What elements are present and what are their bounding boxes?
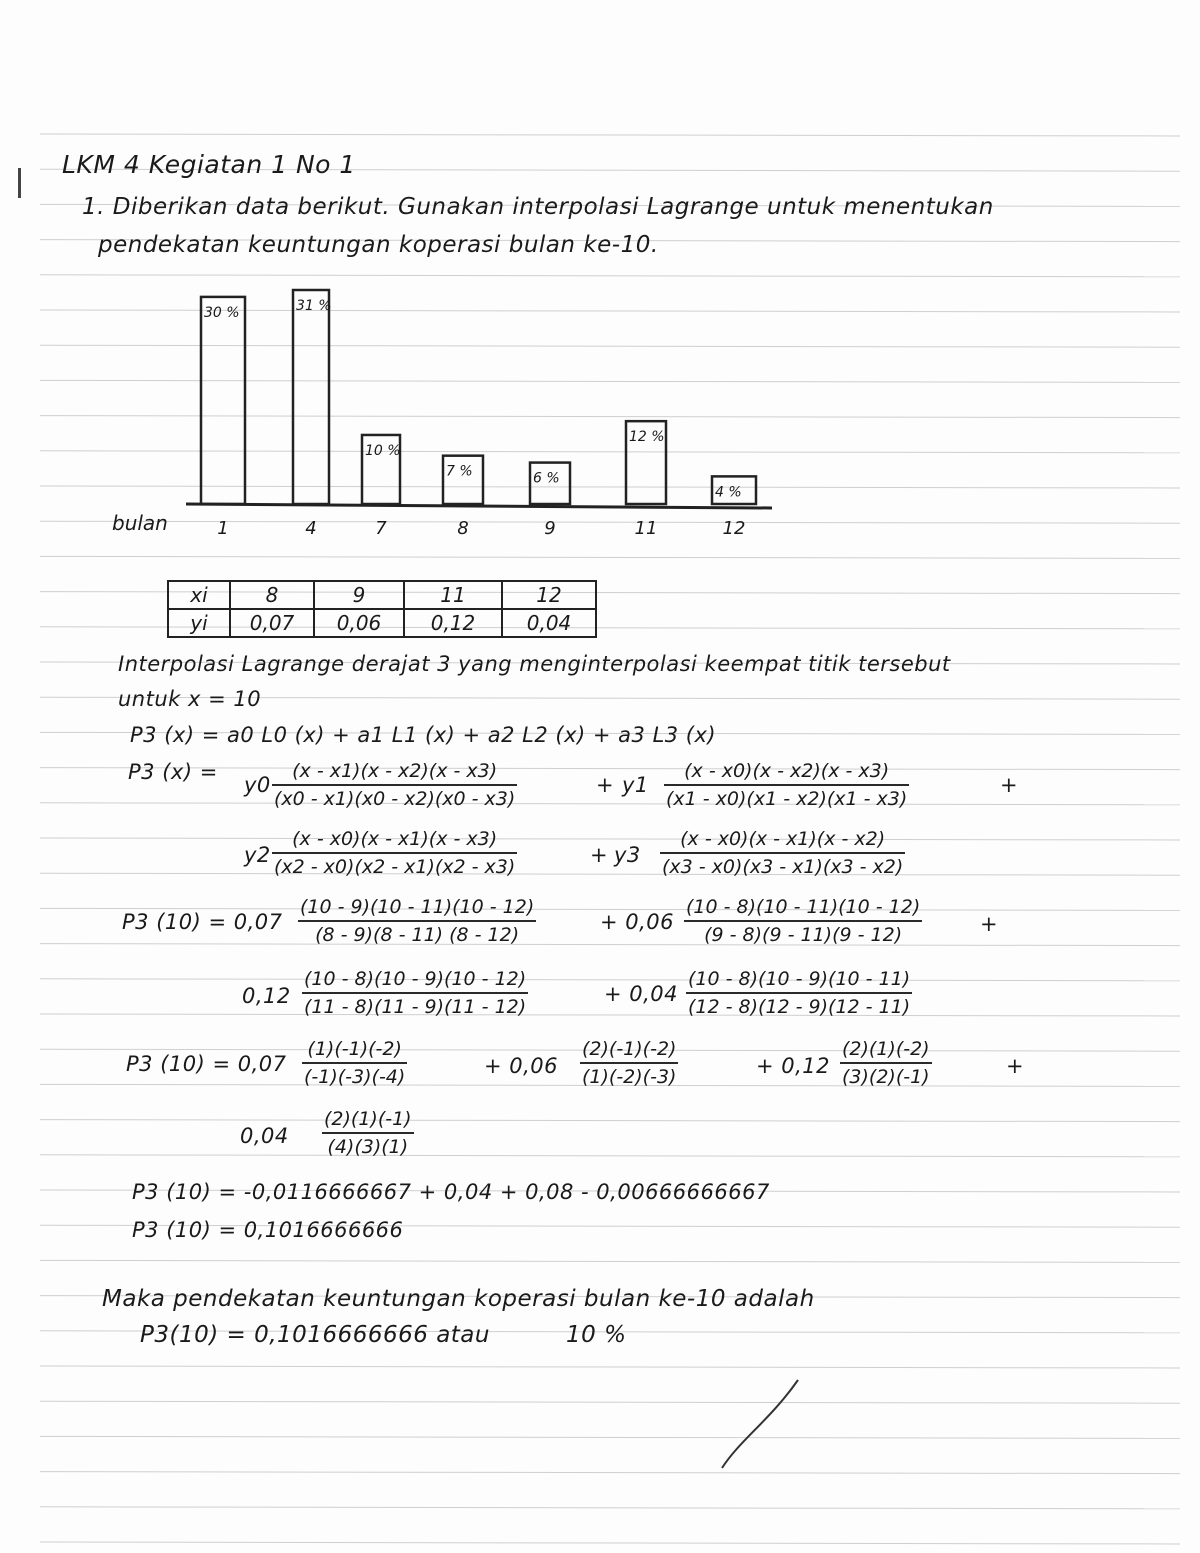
row-label-xi: xi [168, 581, 230, 609]
lagrange-general-form: P3 (x) = a0 L0 (x) + a1 L1 (x) + a2 L2 (x) + a3 L3 (x) [130, 723, 717, 747]
bar-value-label: 31 % [296, 298, 332, 314]
x-tick-label: 4 [305, 518, 317, 539]
coef-0-04: 0,04 [240, 1124, 289, 1148]
table-cell: 11 [404, 581, 502, 609]
fraction-denominator: (-1)(-3)(-4) [304, 1066, 406, 1088]
fraction-numerator: (10 - 8)(10 - 9)(10 - 12) [302, 968, 528, 994]
decimal-sum: P3 (10) = -0,0116666667 + 0,04 + 0,08 - 0,00666666667 [132, 1180, 770, 1204]
x-tick-label: 1 [217, 518, 229, 539]
plus-sign: + [1006, 1054, 1025, 1078]
bar-value-label: 30 % [204, 304, 240, 321]
table-cell: 0,04 [502, 609, 596, 637]
fraction-denominator: (x0 - x1)(x0 - x2)(x0 - x3) [274, 788, 516, 810]
table-cell: 8 [230, 581, 314, 609]
coef-0-12: 0,12 [242, 984, 291, 1008]
plus-sign: + [590, 843, 609, 867]
fraction-denominator: (x1 - x0)(x1 - x2)(x1 - x3) [666, 788, 908, 810]
coef-y1: y1 [622, 773, 649, 797]
conclusion-percent: 10 % [566, 1322, 627, 1348]
row-label-yi: yi [168, 609, 230, 637]
x-tick-label: 9 [544, 518, 556, 539]
fraction-numerator: (10 - 8)(10 - 11)(10 - 12) [684, 896, 922, 922]
conclusion-line-1: Maka pendekatan keuntungan koperasi bulan ke-10 adalah [102, 1286, 815, 1312]
final-value: P3 (10) = 0,1016666666 [132, 1218, 404, 1242]
substitution-lhs: P3 (10) = 0,07 [122, 910, 283, 934]
table-cell: 12 [502, 581, 596, 609]
coef-0-06: + 0,06 [484, 1054, 559, 1078]
conclusion-line-2: P3(10) = 0,1016666666 atau [140, 1322, 490, 1348]
x-tick-label: 11 [634, 518, 658, 539]
fraction-denominator: (x2 - x0)(x2 - x1)(x2 - x3) [274, 856, 516, 878]
x-tick-label: 7 [375, 518, 387, 539]
x-axis-label: bulan [112, 511, 168, 535]
table-cell: 0,12 [404, 609, 502, 637]
fraction-numerator: (x - x0)(x - x1)(x - x3) [272, 828, 517, 854]
coef-0-12: + 0,12 [756, 1054, 831, 1078]
table-cell: 0,06 [314, 609, 404, 637]
lagrange-expanded-lhs: P3 (x) = [128, 760, 218, 784]
intro-line-2: untuk x = 10 [118, 687, 262, 711]
fraction-numerator: (x - x0)(x - x2)(x - x3) [664, 760, 909, 786]
coef-0-06: + 0,06 [600, 910, 675, 934]
plus-sign: + [980, 912, 999, 936]
fraction-numerator: (2)(-1)(-2) [580, 1038, 678, 1064]
worksheet-title: LKM 4 Kegiatan 1 No 1 [62, 150, 356, 179]
fraction-denominator: (1)(-2)(-3) [582, 1066, 677, 1088]
pen-stroke-line [722, 1380, 798, 1468]
fraction-numerator: (10 - 9)(10 - 11)(10 - 12) [298, 896, 536, 922]
fraction-denominator: (9 - 8)(9 - 11)(9 - 12) [704, 924, 903, 946]
fraction-numerator: (2)(1)(-2) [840, 1038, 932, 1064]
table-cell: 9 [314, 581, 404, 609]
simplified-lhs: P3 (10) = 0,07 [126, 1052, 287, 1076]
fraction-denominator: (11 - 8)(11 - 9)(11 - 12) [304, 996, 527, 1018]
problem-statement-line-1: 1. Diberikan data berikut. Gunakan interpolasi Lagrange untuk menentukan [82, 194, 994, 220]
table-cell: 0,07 [230, 609, 314, 637]
fraction-numerator: (x - x1)(x - x2)(x - x3) [272, 760, 517, 786]
plus-sign: + [596, 773, 615, 797]
bar-value-label: 6 % [533, 470, 560, 487]
intro-line-1: Interpolasi Lagrange derajat 3 yang menginterpolasi keempat titik tersebut [118, 652, 951, 676]
fraction-numerator: (1)(-1)(-2) [302, 1038, 407, 1064]
coef-y0: y0 [244, 773, 271, 797]
coef-y2: y2 [244, 843, 271, 867]
bar-value-label: 12 % [629, 429, 665, 446]
bar-value-label: 10 % [365, 442, 401, 459]
bar-value-label: 4 % [715, 484, 742, 501]
fraction-denominator: (4)(3)(1) [327, 1136, 409, 1158]
fraction-denominator: (3)(2)(-1) [842, 1066, 930, 1088]
fraction-numerator: (10 - 8)(10 - 9)(10 - 11) [686, 968, 912, 994]
fraction-denominator: (12 - 8)(12 - 9)(12 - 11) [688, 996, 911, 1018]
x-tick-label: 8 [457, 518, 469, 539]
fraction-numerator: (2)(1)(-1) [322, 1108, 414, 1134]
coef-0-04: + 0,04 [604, 982, 679, 1006]
fraction-numerator: (x - x0)(x - x1)(x - x2) [660, 828, 905, 854]
plus-sign: + [1000, 773, 1019, 797]
coef-y3: y3 [614, 843, 641, 867]
problem-statement-line-2: pendekatan keuntungan koperasi bulan ke-10. [98, 232, 659, 258]
fraction-denominator: (x3 - x0)(x3 - x1)(x3 - x2) [662, 856, 904, 878]
fraction-denominator: (8 - 9)(8 - 11) (8 - 12) [315, 924, 520, 946]
x-tick-label: 12 [722, 518, 746, 539]
bar-value-label: 7 % [446, 463, 473, 480]
